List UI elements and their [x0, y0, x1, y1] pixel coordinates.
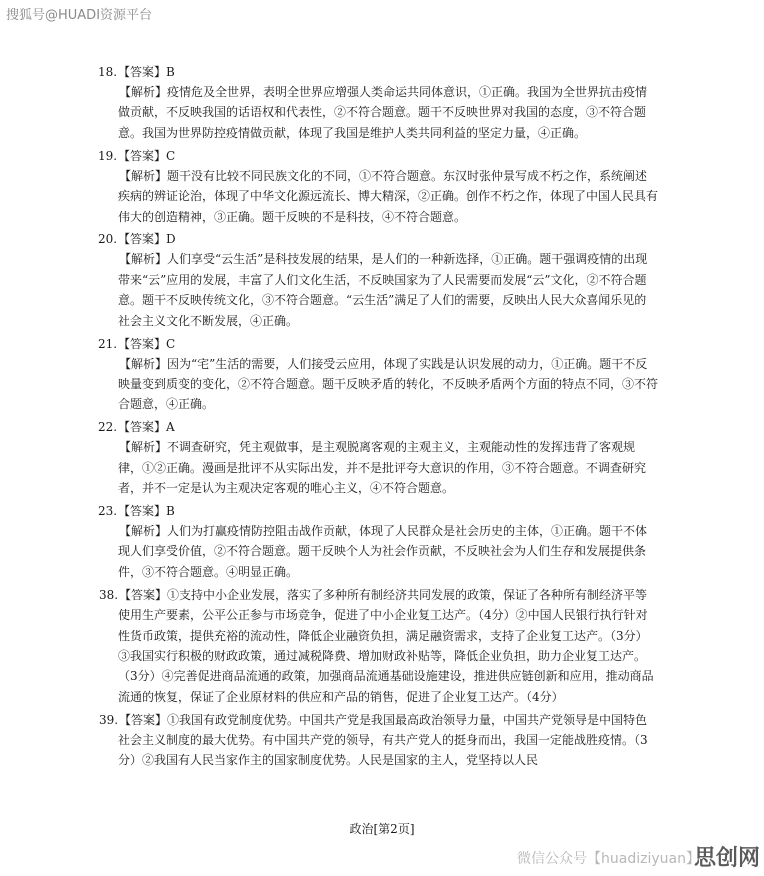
page-footer: 政治[第2页] — [349, 822, 415, 836]
analysis-text: 【解析】因为“宅”生活的需要，人们接受云应用，体现了实践是认识发展的动力，①正确。题干不反映量变到质变的变化，②不符合题意。题干反映矛盾的转化，不反映矛盾两个方面的特点不同，③不符合题意，④正确。 — [118, 356, 659, 412]
answer-head: 【答案】A — [118, 420, 175, 435]
answer-entry-38 — [99, 585, 658, 707]
question-number: 39. — [99, 712, 119, 727]
question-number: 18. — [98, 65, 118, 79]
answer-head: 【答案】C — [118, 148, 176, 163]
question-number: 19. — [98, 148, 118, 163]
answer-head: 【答案】B — [118, 65, 175, 79]
answer-text: 【答案】①我国有政党制度优势。中国共产党是我国最高政治领导力量，中国共产党领导是中国特色社会主义制度的最大优势。有中国共产党的领导，有共产党人的挺身而出，我国一定能战胜疫情。（3分）②我国有人民当家作主的国家制度优势。人民是国家的主人，党坚持以人民 — [118, 712, 648, 768]
question-number: 21. — [98, 336, 118, 351]
answer-entry-20 — [98, 229, 658, 331]
analysis-text: 【解析】题干没有比较不同民族文化的不同，①不符合题意。东汉时张仲景写成不朽之作，系统阐述疾病的辨证论治，体现了中华文化源远流长、博大精深，②正确。创作不朽之作，体现了中国人民具有伟大的创造精神，③正确。题干反映的不是科技，④不符合题意。 — [118, 168, 659, 224]
watermark-top: 搜狐号@HUADI资源平台 — [6, 8, 153, 23]
answer-entry-22 — [98, 417, 658, 498]
site-logo: 思创网 — [693, 846, 760, 871]
answer-entry-21 — [98, 334, 659, 415]
answer-head: 【答案】C — [118, 336, 176, 351]
answer-text: 【答案】①支持中小企业发展，落实了多种所有制经济共同发展的政策，保证了各种所有制经济平等使用生产要素，公平公正参与市场竞争，促进了中小企业复工达产。（4分）②中国人民银行执行针对性货币政策，提供充裕的流动性，降低企业融资负担，满足融资需求，支持了企业复工达产。（3分）③我国实行积极的财政政策，通过减税降费、增加财政补贴等，降低企业负担，助力企业复工达产。（3分）④完善促进商品流通的政策，加强商品流通基础设施建设，推进供应链创新和应用，推动商品流通的恢复，保证了企业原材料的供应和产品的销售，促进了企业复工达产。（4分） — [118, 587, 654, 704]
question-number: 20. — [98, 232, 118, 247]
answer-page — [98, 62, 659, 771]
answer-head: 【答案】B — [118, 504, 175, 518]
watermark-bottom: 微信公众号【huadiziyuan】 — [517, 851, 700, 867]
question-number: 22. — [98, 420, 118, 435]
answer-head: 【答案】D — [118, 232, 176, 247]
analysis-text: 【解析】不调查研究，凭主观做事，是主观脱离客观的主观主义，主观能动性的发挥违背了客观规律，①②正确。漫画是批评不从实际出发，并不是批评夸大意识的作用，③不符合题意。不调查研究者，并不一定是认为主观决定客观的唯心主义，④不符合题意。 — [118, 440, 647, 496]
answer-entry-23 — [98, 501, 658, 582]
question-number: 23. — [98, 504, 118, 518]
question-number: 38. — [99, 587, 119, 602]
analysis-text: 【解析】人们享受“云生活”是科技发展的结果，是人们的一种新选择，①正确。题干强调疫情的出现带来“云”应用的发展，丰富了人们文化生活，不反映国家为了人民需要而发展“云”文化，②不符合题意。题干不反映传统文化，③不符合题意。“云生活”满足了人们的需要，反映出人民大众喜闻乐见的社会主义文化不断发展，④正确。 — [118, 252, 648, 328]
answer-entry-19 — [98, 146, 659, 227]
answer-entry-39 — [99, 710, 658, 771]
analysis-text: 【解析】人们为打赢疫情防控阻击战作贡献，体现了人民群众是社会历史的主体，①正确。题干不体现人们享受价值，②不符合题意。题干反映个人为社会作贡献，不反映社会为人们生存和发展提供条件，③不符合题意。④明显正确。 — [118, 524, 648, 579]
answer-entry-18 — [98, 62, 658, 143]
analysis-text: 【解析】疫情危及全世界，表明全世界应增强人类命运共同体意识，①正确。我国为全世界抗击疫情做贡献，不反映我国的话语权和代表性，②不符合题意。题干不反映世界对我国的态度，③不符合题意。我国为世界防控疫情做贡献，体现了我国是维护人类共同利益的坚定力量，④正确。 — [118, 85, 648, 140]
